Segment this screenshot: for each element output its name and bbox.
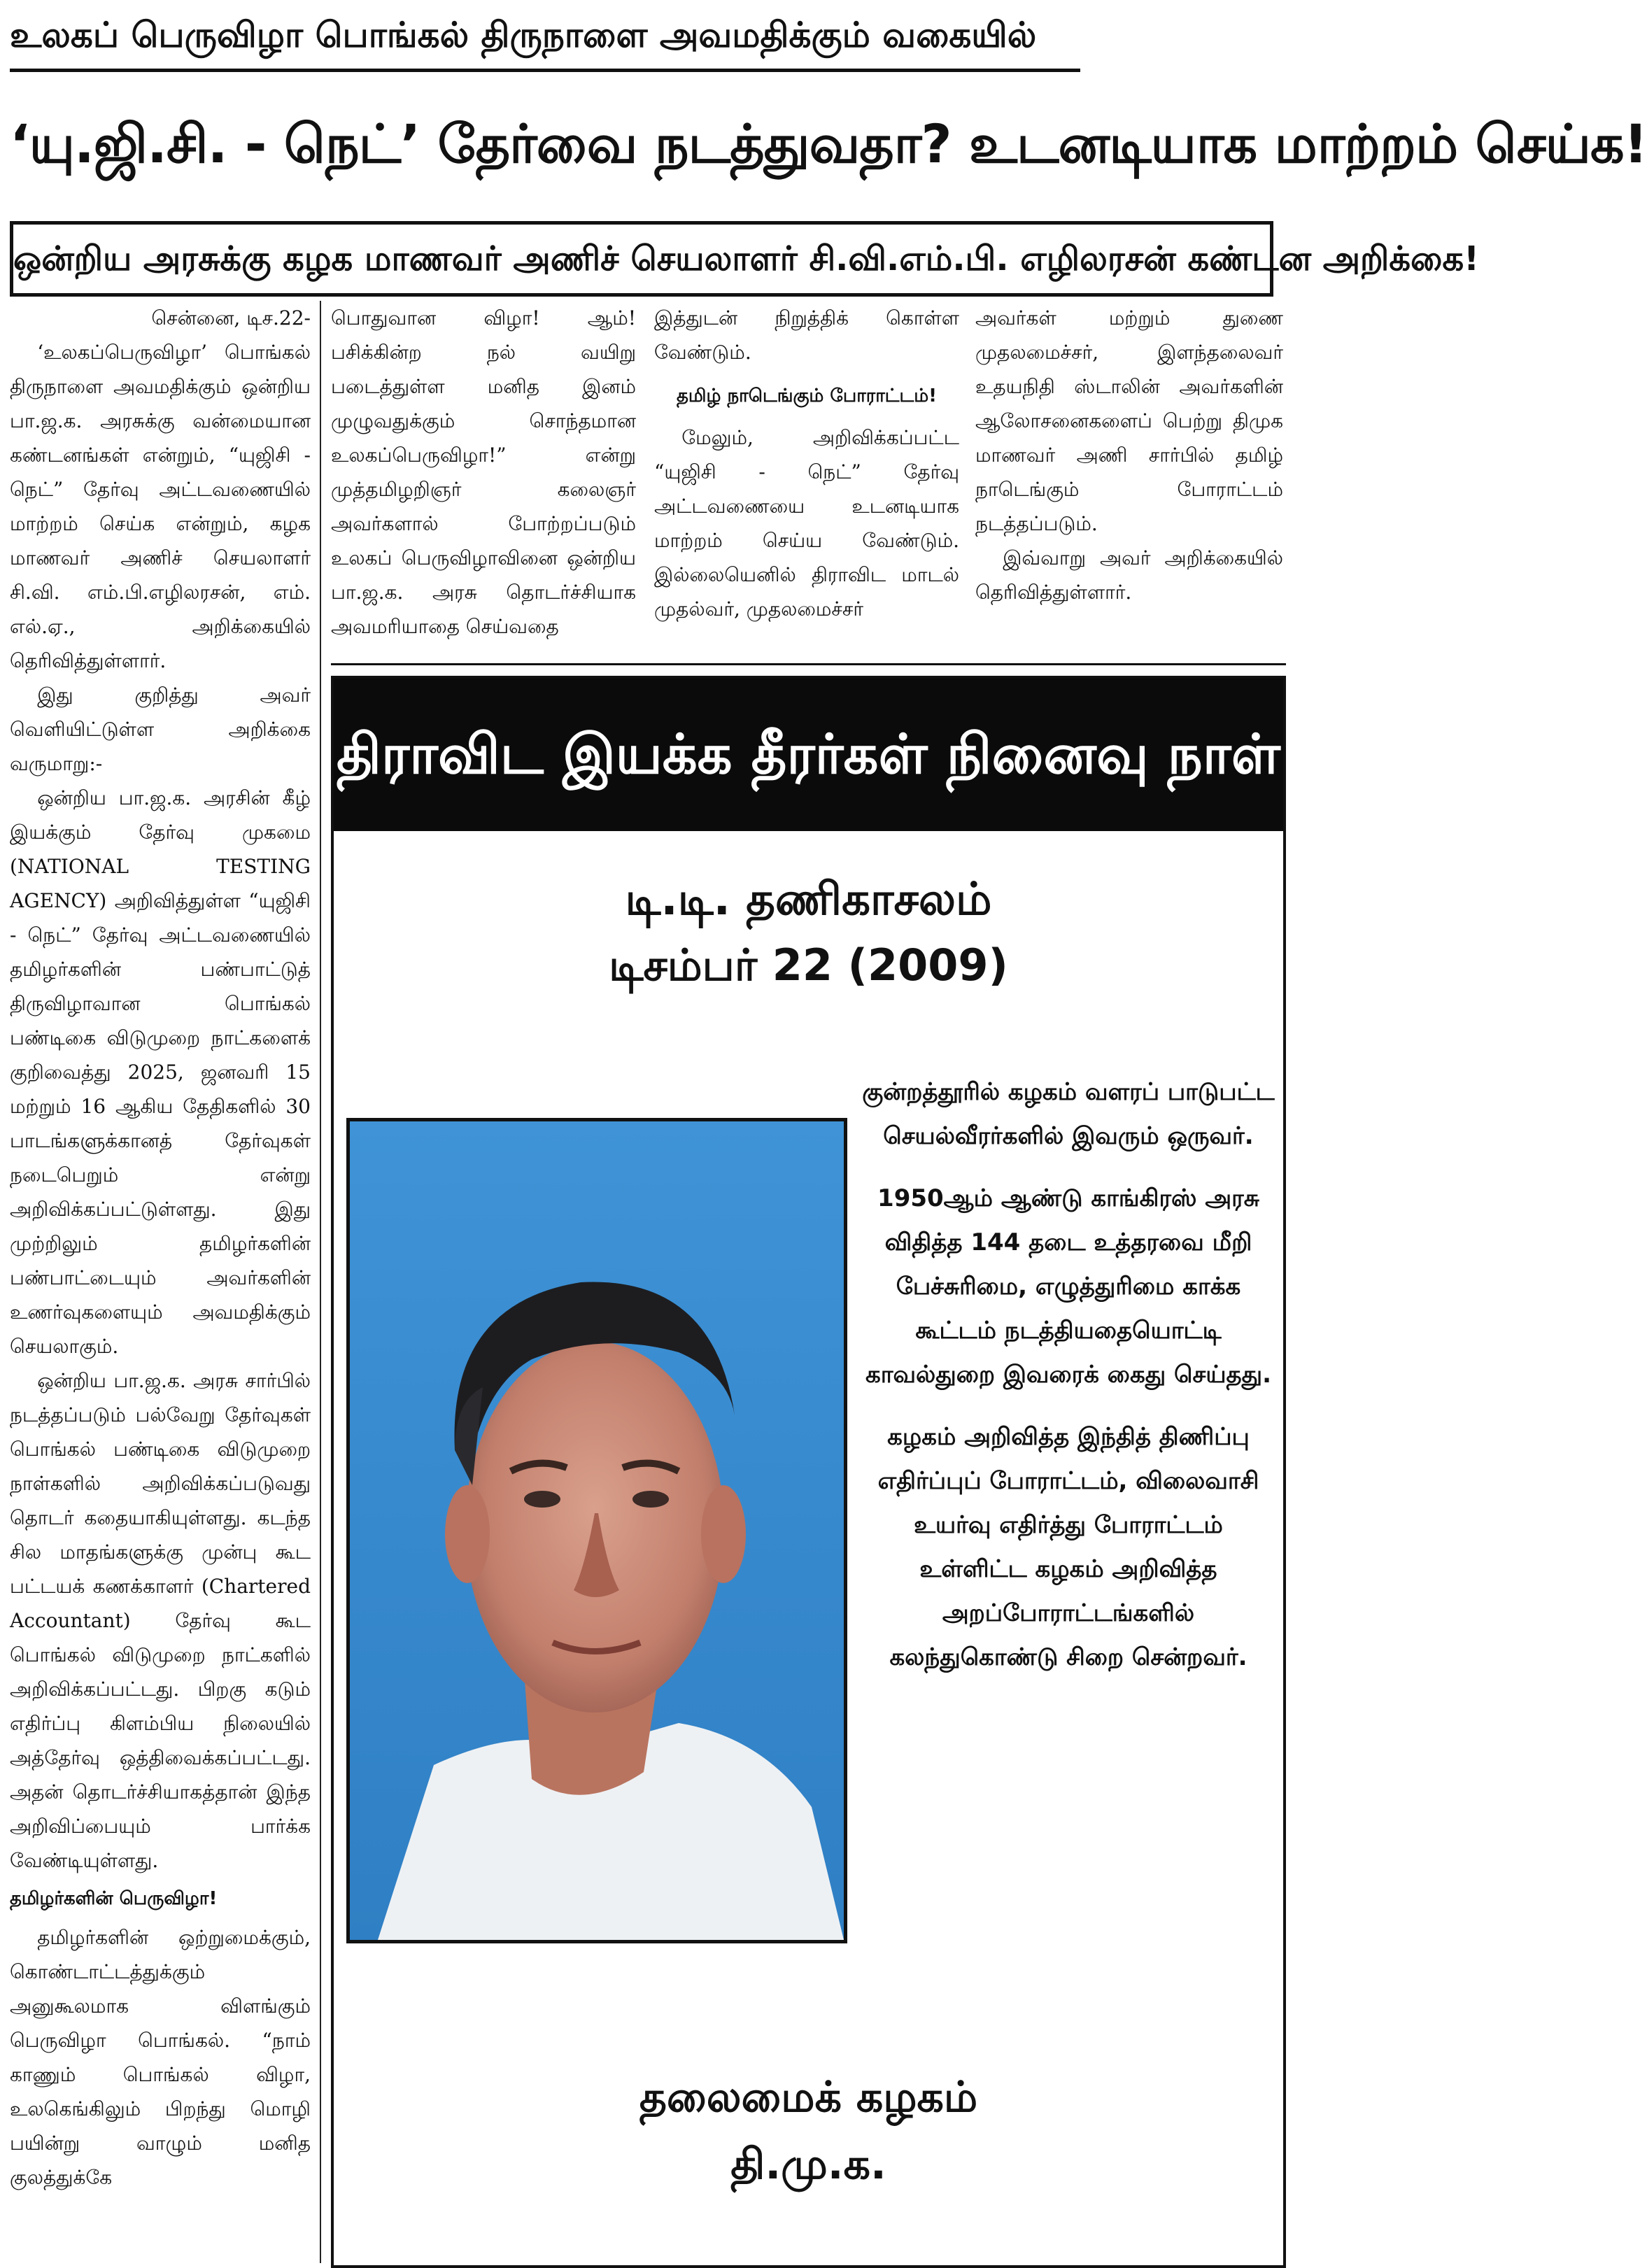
kicker-headline: உலகப் பெருவிழா பொங்கல் திருநாளை அவமதிக்கும் வகையில் xyxy=(10,1,1080,72)
memorial-name: டி.டி. தணிகாசலம் xyxy=(625,874,992,926)
section-subheading: தமிழர்களின் பெருவிழா! xyxy=(10,1888,218,1909)
paragraph: இவ்வாறு அவர் அறிக்கையில் தெரிவித்துள்ளார். xyxy=(975,546,1283,604)
paragraph: ஒன்றிய பா.ஜ.க. அரசின் கீழ் இயக்கும் தேர்வு முகமை (NATIONAL TESTING AGENCY) அறிவித்துள்ள “யுஜிசி - நெட்” தேர்வு அட்டவணையில் தமிழர்களின் பண்பாட்டுத் திருவிழாவான பொங்கல் பண்டிகை விடுமுறை நாட்களைக் குறிவைத்து 2025, ஜனவரி 15 மற்றும் 16 ஆகிய தேதிகளில் 30 பாடங்களுக்கானத் தேர்வுகள் நடைபெறும் என்று அறிவிக்கப்பட்டுள்ளது. இது முற்றிலும் தமிழர்களின் பண்பாட்டையும் அவர்களின் உணர்வுகளையும் அவமதிக்கும் செயலாகும். xyxy=(10,786,311,1358)
memorial-paragraph: கழகம் அறிவித்த இந்தித் திணிப்பு எதிர்ப்புப் போராட்டம், விலைவாசி உயர்வு எதிர்த்து போராட்டம் உள்ளிட்ட கழகம் அறிவித்த அறப்போராட்டங்களில் கலந்துகொண்டு சிறை சென்றவர். xyxy=(877,1423,1259,1671)
section-subheading: தமிழ் நாடெங்கும் போராட்டம்! xyxy=(677,385,937,406)
paragraph: தமிழர்களின் ஒற்றுமைக்கும், கொண்டாட்டத்துக்கும் அனுகூலமாக விளங்கும் பெருவிழா பொங்கல். “நாம் காணும் பொங்கல் விழா, உலகெங்கிலும் பிறந்து மொழி பயின்று வாழும் மனித குலத்துக்கே xyxy=(10,1926,311,2189)
memorial-description xyxy=(858,1070,1278,1698)
paragraph: இத்துடன் நிறுத்திக் கொள்ள வேண்டும். xyxy=(654,306,959,364)
paragraph: அவர்கள் மற்றும் துணை முதலமைச்சர், இளந்தலைவர் உதயநிதி ஸ்டாலின் அவர்களின் ஆலோசனைகளைப் பெற்று திமுக மாணவர் அணி சார்பில் தமிழ் நாடெங்கும் போராட்டம் நடத்தப்படும். xyxy=(975,306,1283,535)
main-headline: ‘யு.ஜி.சி. - நெட்’ தேர்வை நடத்துவதா? உடனடியாக மாற்றம் செய்க! xyxy=(10,113,1647,175)
article-column-3 xyxy=(654,301,959,656)
portrait-photo xyxy=(346,1118,847,1943)
column-divider xyxy=(320,301,321,2263)
memorial-box xyxy=(331,676,1286,2268)
memorial-paragraph: 1950ஆம் ஆண்டு காங்கிரஸ் அரசு விதித்த 144 தடை உத்தரவை மீறி பேச்சுரிமை, எழுத்துரிமை காக்க கூட்டம் நடத்தியதையொட்டி காவல்துறை இவரைக் கைது செய்தது. xyxy=(865,1184,1272,1389)
paragraph: பொதுவான விழா! ஆம்! பசிக்கின்ற நல் வயிறு படைத்துள்ள மனித இனம் முழுவதுக்கும் சொந்தமான உலகப்பெருவிழா!” என்று முத்தமிழறிஞர் கலைஞர் அவர்களால் போற்றப்படும் உலகப் பெருவிழாவினை ஒன்றிய பா.ஜ.க. அரசு தொடர்ச்சியாக அவமரியாதை செய்வதை xyxy=(331,306,636,638)
memorial-date: டிசம்பர் 22 (2009) xyxy=(609,940,1008,991)
paragraph: இது குறித்து அவர் வெளியிட்டுள்ள அறிக்கை வருமாறு:- xyxy=(10,683,311,775)
paragraph: ‘உலகப்பெருவிழா’ பொங்கல் திருநாளை அவமதிக்கும் ஒன்றிய பா.ஜ.க. அரசுக்கு வன்மையான கண்டனங்கள் என்றும், “யுஜிசி - நெட்” தேர்வு அட்டவணையில் மாற்றம் செய்க என்றும், கழக மாணவர் அணிச் செயலாளர் சி.வி. எம்.பி.எழிலரசன், எம். எல்.ஏ., அறிக்கையில் தெரிவித்துள்ளார். xyxy=(10,341,311,672)
memorial-paragraph: குன்றத்தூரில் கழகம் வளரப் பாடுபட்ட செயல்வீரர்களில் இவரும் ஒருவர். xyxy=(862,1078,1275,1150)
article-bottom-rule xyxy=(331,663,1286,665)
sub-headline: ஒன்றிய அரசுக்கு கழக மாணவர் அணிச் செயலாளர் சி.வி.எம்.பி. எழிலரசன் கண்டன அறிக்கை! xyxy=(10,221,1273,297)
memorial-banner: திராவிட இயக்க தீரர்கள் நினைவு நாள் xyxy=(334,679,1283,831)
article-column-4 xyxy=(975,301,1283,656)
article-column-1 xyxy=(10,301,311,2263)
paragraph: ஒன்றிய பா.ஜ.க. அரசு சார்பில் நடத்தப்படும் பல்வேறு தேர்வுகள் பொங்கல் பண்டிகை விடுமுறை நாள்களில் அறிவிக்கப்படுவது தொடர் கதையாகியுள்ளது. கடந்த சில மாதங்களுக்கு முன்பு கூட பட்டயக் கணக்காளர் (Chartered Accountant) தேர்வு கூட பொங்கல் விடுமுறை நாட்களில் அறிவிக்கப்பட்டது. பிறகு கடும் எதிர்ப்பு கிளம்பிய நிலையில் அத்தேர்வு ஒத்திவைக்கப்பட்டது. அதன் தொடர்ச்சியாகத்தான் இந்த அறிவிப்பையும் பார்க்க வேண்டியுள்ளது. xyxy=(10,1369,311,1872)
article-column-2 xyxy=(331,301,636,656)
paragraph: மேலும், அறிவிக்கப்பட்ட “யுஜிசி - நெட்” தேர்வு அட்டவணையை உடனடியாக மாற்றம் செய்ய வேண்டும். இல்லையெனில் திராவிட மாடல் முதல்வர், முதலமைச்சர் xyxy=(654,426,959,621)
signature-line-2: தி.மு.க. xyxy=(730,2140,886,2189)
dateline: சென்னை, டிச.22- xyxy=(151,306,311,329)
memorial-signature xyxy=(334,2064,1283,2198)
signature-line-1: தலைமைக் கழகம் xyxy=(639,2073,978,2122)
